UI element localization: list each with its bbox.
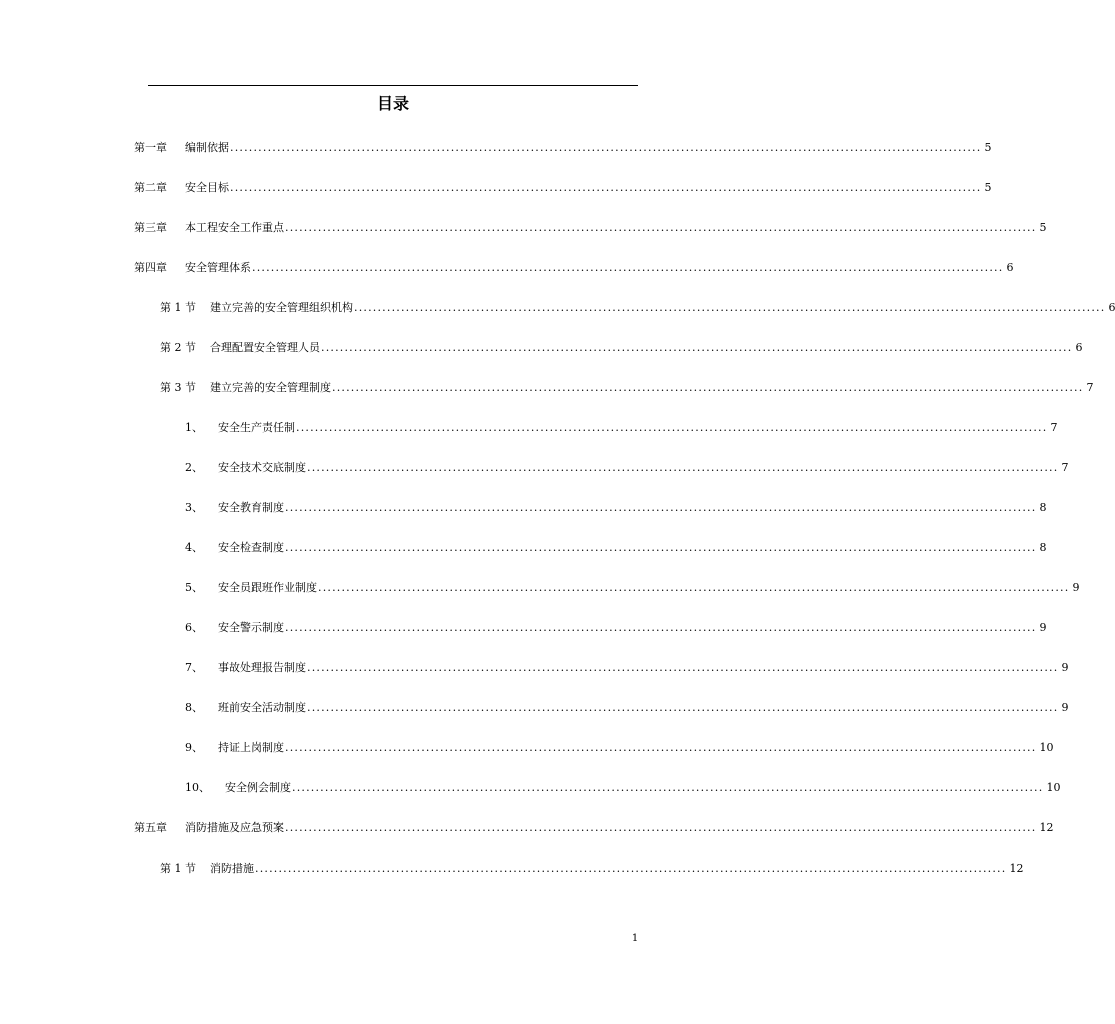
header-rule xyxy=(148,85,638,86)
dot-leader: ................................................................................................................................................................ xyxy=(307,701,1059,714)
toc-entry[interactable] xyxy=(134,139,992,155)
toc-page-number: 12 xyxy=(1009,862,1024,875)
toc-number: 10、 xyxy=(185,781,210,794)
toc-text: 持证上岗制度 xyxy=(218,741,284,754)
toc-number: 第 1 节 xyxy=(160,301,196,314)
toc-number: 9、 xyxy=(185,741,203,754)
toc-number: 第三章 xyxy=(134,221,167,234)
toc-page-number: 5 xyxy=(1039,221,1047,234)
toc-text: 本工程安全工作重点 xyxy=(185,221,284,234)
toc-number: 6、 xyxy=(185,621,203,634)
toc-number: 第一章 xyxy=(134,141,167,154)
toc-entry[interactable] xyxy=(185,739,1054,755)
dot-leader: ................................................................................................................................................................ xyxy=(255,862,1007,875)
toc-text: 安全生产责任制 xyxy=(218,421,295,434)
toc-text: 安全目标 xyxy=(185,181,229,194)
toc-page-number: 7 xyxy=(1061,461,1069,474)
dot-leader: ................................................................................................................................................................ xyxy=(321,341,1073,354)
dot-leader: ................................................................................................................................................................ xyxy=(307,661,1059,674)
dot-leader: ................................................................................................................................................................ xyxy=(285,621,1037,634)
dot-leader: ................................................................................................................................................................ xyxy=(292,781,1044,794)
toc-page-number: 5 xyxy=(984,181,992,194)
dot-leader: ................................................................................................................................................................ xyxy=(230,141,982,154)
dot-leader: ................................................................................................................................................................ xyxy=(354,301,1106,314)
toc-page-number: 6 xyxy=(1075,341,1083,354)
toc-entry[interactable] xyxy=(185,459,1069,475)
toc-text: 事故处理报告制度 xyxy=(218,661,306,674)
toc-entry[interactable] xyxy=(160,299,1115,315)
toc-page-number: 6 xyxy=(1108,301,1115,314)
toc-page-number: 8 xyxy=(1039,501,1047,514)
toc-page-number: 5 xyxy=(984,141,992,154)
toc-text: 编制依据 xyxy=(185,141,229,154)
dot-leader: ................................................................................................................................................................ xyxy=(318,581,1070,594)
toc-entry[interactable] xyxy=(185,539,1047,555)
toc-text: 建立完善的安全管理组织机构 xyxy=(210,301,353,314)
toc-entry[interactable] xyxy=(185,499,1047,515)
toc-text: 合理配置安全管理人员 xyxy=(210,341,320,354)
page-number: 1 xyxy=(631,933,639,944)
dot-leader: ................................................................................................................................................................ xyxy=(252,261,1004,274)
toc-entry[interactable] xyxy=(160,339,1083,355)
toc-number: 3、 xyxy=(185,501,203,514)
toc-text: 安全警示制度 xyxy=(218,621,284,634)
toc-page-number: 9 xyxy=(1072,581,1080,594)
toc-number: 7、 xyxy=(185,661,203,674)
toc-text: 消防措施及应急预案 xyxy=(185,821,284,834)
toc-page-number: 12 xyxy=(1039,821,1054,834)
dot-leader: ................................................................................................................................................................ xyxy=(285,541,1037,554)
dot-leader: ................................................................................................................................................................ xyxy=(296,421,1048,434)
dot-leader: ................................................................................................................................................................ xyxy=(285,501,1037,514)
toc-text: 消防措施 xyxy=(210,862,254,875)
toc-page-number: 6 xyxy=(1006,261,1014,274)
toc-number: 2、 xyxy=(185,461,203,474)
toc-entry[interactable] xyxy=(185,619,1047,635)
toc-page-number: 9 xyxy=(1061,661,1069,674)
toc-entry[interactable] xyxy=(185,579,1080,595)
toc-number: 第 3 节 xyxy=(160,381,196,394)
dot-leader: ................................................................................................................................................................ xyxy=(285,821,1037,834)
toc-number: 第五章 xyxy=(134,821,167,834)
toc-entry[interactable] xyxy=(160,379,1094,395)
dot-leader: ................................................................................................................................................................ xyxy=(307,461,1059,474)
toc-entry[interactable] xyxy=(160,860,1024,876)
page-title: 目录 xyxy=(376,94,409,113)
toc-page-number: 9 xyxy=(1061,701,1069,714)
toc-text: 安全教育制度 xyxy=(218,501,284,514)
toc-page-number: 7 xyxy=(1050,421,1058,434)
toc-text: 安全管理体系 xyxy=(185,261,251,274)
toc-number: 第四章 xyxy=(134,261,167,274)
dot-leader: ................................................................................................................................................................ xyxy=(332,381,1084,394)
toc-number: 1、 xyxy=(185,421,203,434)
toc-number: 8、 xyxy=(185,701,203,714)
toc-page-number: 9 xyxy=(1039,621,1047,634)
toc-entry[interactable] xyxy=(185,419,1058,435)
toc-page-number: 10 xyxy=(1039,741,1054,754)
toc-number: 第二章 xyxy=(134,181,167,194)
toc-page-number: 10 xyxy=(1046,781,1061,794)
toc-text: 建立完善的安全管理制度 xyxy=(210,381,331,394)
toc-entry[interactable] xyxy=(134,219,1047,235)
toc-entry[interactable] xyxy=(134,819,1054,835)
toc-text: 安全检查制度 xyxy=(218,541,284,554)
toc-number: 第 1 节 xyxy=(160,862,196,875)
dot-leader: ................................................................................................................................................................ xyxy=(285,221,1037,234)
toc-page-number: 7 xyxy=(1086,381,1094,394)
toc-text: 安全例会制度 xyxy=(225,781,291,794)
toc-text: 安全技术交底制度 xyxy=(218,461,306,474)
toc-entry[interactable] xyxy=(134,179,992,195)
toc-text: 安全员跟班作业制度 xyxy=(218,581,317,594)
dot-leader: ................................................................................................................................................................ xyxy=(230,181,982,194)
toc-number: 第 2 节 xyxy=(160,341,196,354)
toc-number: 4、 xyxy=(185,541,203,554)
toc-page-number: 8 xyxy=(1039,541,1047,554)
toc-entry[interactable] xyxy=(185,659,1069,675)
dot-leader: ................................................................................................................................................................ xyxy=(285,741,1037,754)
toc-text: 班前安全活动制度 xyxy=(218,701,306,714)
toc-number: 5、 xyxy=(185,581,203,594)
toc-entry[interactable] xyxy=(185,779,1061,795)
toc-entry[interactable] xyxy=(185,699,1069,715)
toc-entry[interactable] xyxy=(134,259,1014,275)
